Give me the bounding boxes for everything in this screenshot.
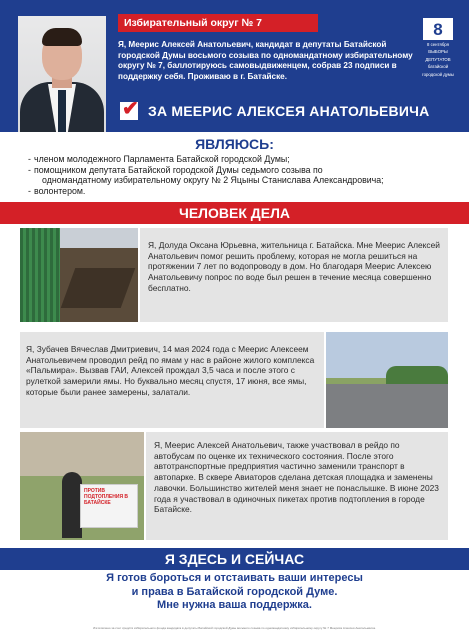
candidate-intro: Я, Меерис Алексей Анатольевич, кандидат в депутаты Батайской городской Думы восьмого созыва по одномандатному избирательному округу № 7, баллотируюсь самовыдвиженцем, собрав 23 подписи в поддержку себя. Проживаю в г. Батайске. bbox=[118, 40, 413, 81]
logo-number: 8 bbox=[423, 18, 453, 40]
closing-line-3: Мне нужна ваша поддержка. bbox=[157, 599, 312, 612]
logo-line-3: ДЕПУТАТОВ bbox=[425, 56, 451, 62]
closing-appeal bbox=[0, 572, 469, 613]
photo-person bbox=[62, 472, 82, 538]
role-list bbox=[28, 154, 458, 196]
photo-road-surface bbox=[326, 384, 448, 428]
photo-sky bbox=[60, 228, 138, 248]
testimonial-zubachev: Я, Зубачев Вячеслав Дмитриевич, 14 мая 2024 года с Меерис Алексеем Анатольевичем проводил рейд по ямам у нас в районе жилого комплекса «Пальмира». Вызвав ГАИ, Алексей прождал 3,5 часа и после этого с рулеткой замерили ямы. Но буквально месяц спустя, 17 июня, все ямы, которые были ранее замерены, залатали. bbox=[26, 344, 315, 397]
section-title-yavlyayus: ЯВЛЯЮСЬ: bbox=[195, 136, 274, 152]
photo-water-trench bbox=[20, 228, 138, 322]
photo-picket bbox=[20, 432, 144, 540]
header-banner bbox=[0, 0, 469, 132]
role-item-continued: одномандатному избирательному округу № 2 Яцыны Станислава Александровича; bbox=[42, 175, 384, 186]
candidate-photo bbox=[18, 16, 106, 132]
closing-line-2: и права в Батайской городской Думе. bbox=[131, 585, 338, 598]
district-label: Избирательный округ № 7 bbox=[118, 14, 318, 32]
election-logo bbox=[421, 18, 455, 77]
logo-line-4: батайской bbox=[427, 64, 449, 70]
role-item: - волонтером. bbox=[28, 186, 458, 197]
logo-date: 8 сентября bbox=[427, 42, 449, 47]
fine-print: Изготовлено за счет средств избирательного фонда кандидата в депутаты Батайской городской Думы восьмого созыва по одномандатному избирательному округу № 7 Меериса Алексея Анатольевича. bbox=[93, 626, 376, 630]
picket-sign: ПРОТИВ ПОДТОПЛЕНИЯ В БАТАЙСКЕ bbox=[80, 484, 138, 528]
vote-slogan: ЗА МЕЕРИС АЛЕКСЕЯ АНАТОЛЬЕВИЧА bbox=[148, 103, 430, 119]
closing-line-1: Я готов бороться и отстаивать ваши интересы bbox=[106, 572, 363, 584]
testimonial-meeris: Я, Меерис Алексей Анатольевич, также участвовал в рейдо по автобусам по оценке их технического состояния. После этого автотранспортные предприятия частично заменили транспорт в автопарке. В сквере Авиаторов сделана детская площадка и заменены лавочки. Большинство жителей меня знает не понаслышке. В июне 2023 года я участвовал в одиночных пикетах против подтопления в городе Батайске. bbox=[154, 440, 439, 515]
ballot-checkbox-icon bbox=[118, 100, 140, 122]
role-item: - членом молодежного Парламента Батайской городской Думы; bbox=[28, 154, 458, 165]
photo-fence bbox=[20, 228, 60, 322]
photo-tie bbox=[58, 90, 66, 132]
photo-road bbox=[326, 332, 448, 428]
vote-callout bbox=[118, 100, 458, 124]
section-title-chelovek-dela: ЧЕЛОВЕК ДЕЛА bbox=[0, 202, 469, 224]
photo-hair bbox=[42, 28, 82, 46]
photo-building bbox=[20, 432, 144, 476]
checkmark-icon: ✔ bbox=[122, 98, 139, 120]
section-title-zdes-i-seichas: Я ЗДЕСЬ И СЕЙЧАС bbox=[0, 548, 469, 570]
role-item: - помощником депутата Батайской городской Думы седьмого созыва по bbox=[28, 165, 458, 176]
logo-line-5: городской думы bbox=[422, 71, 454, 77]
logo-line-2: ВЫБОРЫ bbox=[428, 49, 448, 55]
testimonial-doluda: Я, Долуда Оксана Юрьевна, жительница г. Батайска. Мне Меерис Алексей Анатольевич помог решить проблему, которая не могла решиться на протяжении 7 лет по водопроводу в дом. Но благодаря Меерис Алексею Анатольевичу попрос по воде был решен в течение месяца совершенно бесплатно. bbox=[148, 240, 440, 293]
